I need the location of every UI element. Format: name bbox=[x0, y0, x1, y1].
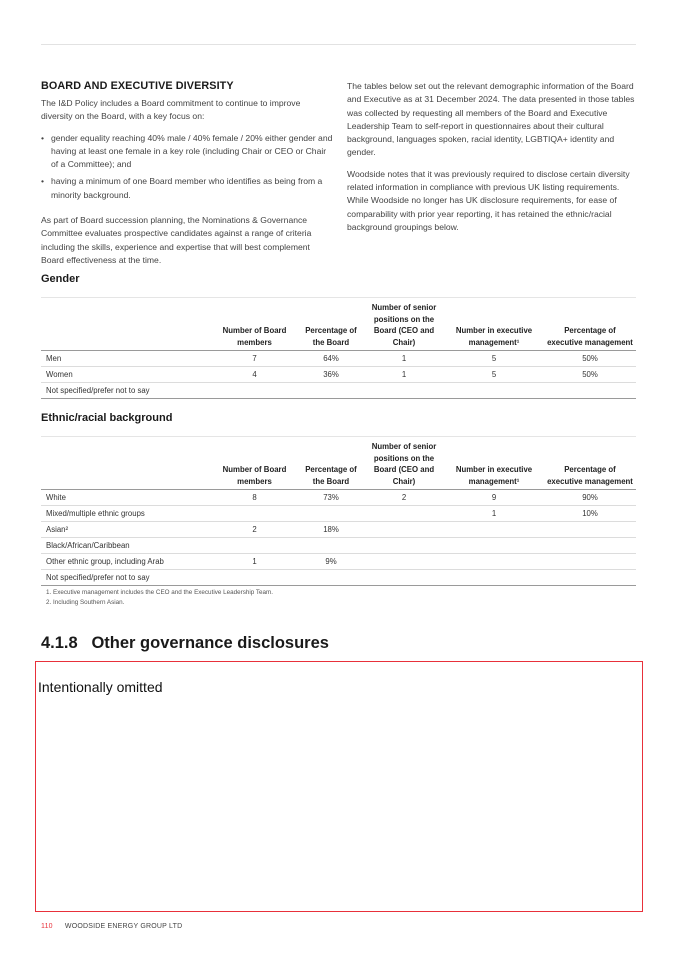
page-number: 110 bbox=[41, 923, 53, 930]
header-executive-management: Number in executive management¹ bbox=[444, 437, 544, 490]
cell-percent-board: 64% bbox=[298, 351, 364, 367]
cell-board-members: 8 bbox=[211, 490, 298, 506]
cell-percent-board bbox=[298, 383, 364, 399]
cell-board-members bbox=[211, 383, 298, 399]
cell-senior-positions bbox=[364, 554, 444, 570]
governance-disclosures-heading: 4.1.8 Other governance disclosures bbox=[41, 634, 329, 652]
cell-percent-executive: 10% bbox=[544, 506, 636, 522]
table-row bbox=[41, 506, 636, 522]
cell-board-members: 7 bbox=[211, 351, 298, 367]
bullet-item: • having a minimum of one Board member who identifies as being from a minority background. bbox=[41, 175, 333, 202]
closing-paragraph: As part of Board succession planning, the Nominations & Governance Committee evaluates prospective candidates against a range of criteria including the skills, experience and expertise that will best complement Board effectiveness at the time. bbox=[41, 215, 312, 265]
cell-percent-board bbox=[298, 570, 364, 586]
cell-executive-management: 5 bbox=[444, 367, 544, 383]
left-text-column bbox=[41, 79, 333, 275]
cell-board-members bbox=[211, 538, 298, 554]
cell-executive-management bbox=[444, 570, 544, 586]
row-label: White bbox=[41, 490, 211, 506]
cell-senior-positions: 1 bbox=[364, 367, 444, 383]
cell-senior-positions bbox=[364, 506, 444, 522]
table-footnotes bbox=[46, 588, 273, 607]
table-row bbox=[41, 351, 636, 367]
cell-board-members bbox=[211, 506, 298, 522]
header-percent-board: Percentage of the Board bbox=[298, 298, 364, 351]
cell-senior-positions: 1 bbox=[364, 351, 444, 367]
bullet-item: • gender equality reaching 40% male / 40% female / 20% either gender and having at least one female in a key role (including Chair or CEO or Chair of a Committee); and bbox=[41, 132, 333, 172]
cell-board-members: 2 bbox=[211, 522, 298, 538]
row-label: Other ethnic group, including Arab bbox=[41, 554, 211, 570]
cell-senior-positions bbox=[364, 522, 444, 538]
cell-executive-management bbox=[444, 538, 544, 554]
header-senior-positions: Number of senior positions on the Board (CEO and Chair) bbox=[364, 298, 444, 351]
table-row bbox=[41, 367, 636, 383]
company-name: WOODSIDE ENERGY GROUP LTD bbox=[64, 923, 183, 930]
cell-percent-executive: 90% bbox=[544, 490, 636, 506]
cell-board-members bbox=[211, 570, 298, 586]
cell-percent-board: 18% bbox=[298, 522, 364, 538]
row-label: Asian² bbox=[41, 522, 211, 538]
table-row bbox=[41, 554, 636, 570]
cell-percent-board: 73% bbox=[298, 490, 364, 506]
cell-executive-management: 5 bbox=[444, 351, 544, 367]
header-percent-executive: Percentage of executive management bbox=[544, 437, 636, 490]
cell-board-members: 4 bbox=[211, 367, 298, 383]
cell-percent-board bbox=[298, 538, 364, 554]
cell-percent-executive: 50% bbox=[544, 351, 636, 367]
table-header-row bbox=[41, 437, 636, 490]
focus-bullet-list bbox=[41, 132, 333, 202]
footnote: 1. Executive management includes the CEO and the Executive Leadership Team. bbox=[46, 589, 274, 596]
gender-table-title: Gender bbox=[41, 273, 80, 285]
row-label: Men bbox=[41, 351, 211, 367]
intro-paragraph: The I&D Policy includes a Board commitment to continue to improve diversity on the Board, with a key focus on: bbox=[41, 98, 301, 122]
data-collection-paragraph: The tables below set out the relevant demographic information of the Board and Executive as at 31 December 2024. The data presented in those tables was collected by requesting all members of the Board and Executive Leadership Team to self-report in questionnaires about their cultural background, languages spoken, racial identity, LGBTIQA+ identity and gender. bbox=[347, 81, 635, 158]
footnote: 2. Including Southern Asian. bbox=[46, 598, 125, 606]
cell-senior-positions bbox=[364, 570, 444, 586]
table-row bbox=[41, 383, 636, 399]
ethnic-table-title: Ethnic/racial background bbox=[41, 412, 173, 424]
header-executive-management: Number in executive management¹ bbox=[444, 298, 544, 351]
header-blank bbox=[41, 298, 211, 351]
cell-percent-executive bbox=[544, 554, 636, 570]
header-senior-positions: Number of senior positions on the Board (CEO and Chair) bbox=[364, 437, 444, 490]
page-footer bbox=[41, 923, 182, 930]
cell-percent-executive bbox=[544, 522, 636, 538]
ethnic-table bbox=[41, 436, 636, 586]
uk-disclosure-paragraph: Woodside notes that it was previously required to disclose certain diversity related information in compliance with previous UK listing requirements. While Woodside no longer has UK disclosure requirements, for ease of comparability with prior year reporting, it has retained the ethnic/racial background groupings below. bbox=[347, 168, 630, 232]
cell-senior-positions: 2 bbox=[364, 490, 444, 506]
table-row bbox=[41, 570, 636, 586]
cell-percent-executive bbox=[544, 383, 636, 399]
gender-table bbox=[41, 297, 636, 399]
row-label: Not specified/prefer not to say bbox=[41, 570, 211, 586]
cell-executive-management bbox=[444, 522, 544, 538]
cell-percent-board bbox=[298, 506, 364, 522]
header-board-members: Number of Board members bbox=[211, 298, 298, 351]
right-text-column bbox=[347, 80, 637, 242]
cell-percent-executive bbox=[544, 538, 636, 554]
row-label: Women bbox=[41, 367, 211, 383]
header-percent-board: Percentage of the Board bbox=[298, 437, 364, 490]
top-divider bbox=[41, 44, 636, 45]
cell-percent-executive bbox=[544, 570, 636, 586]
table-header-row bbox=[41, 298, 636, 351]
cell-percent-executive: 50% bbox=[544, 367, 636, 383]
header-board-members: Number of Board members bbox=[211, 437, 298, 490]
section-heading: BOARD AND EXECUTIVE DIVERSITY bbox=[41, 80, 234, 92]
cell-senior-positions bbox=[364, 383, 444, 399]
cell-percent-board: 36% bbox=[298, 367, 364, 383]
row-label: Not specified/prefer not to say bbox=[41, 383, 211, 399]
cell-executive-management bbox=[444, 383, 544, 399]
header-percent-executive: Percentage of executive management bbox=[544, 298, 636, 351]
table-row bbox=[41, 538, 636, 554]
row-label: Mixed/multiple ethnic groups bbox=[41, 506, 211, 522]
omitted-notice: Intentionally omitted bbox=[38, 679, 163, 695]
cell-executive-management: 1 bbox=[444, 506, 544, 522]
table-row bbox=[41, 490, 636, 506]
cell-percent-board: 9% bbox=[298, 554, 364, 570]
cell-executive-management: 9 bbox=[444, 490, 544, 506]
table-row bbox=[41, 522, 636, 538]
cell-board-members: 1 bbox=[211, 554, 298, 570]
header-blank bbox=[41, 437, 211, 490]
cell-senior-positions bbox=[364, 538, 444, 554]
cell-executive-management bbox=[444, 554, 544, 570]
row-label: Black/African/Caribbean bbox=[41, 538, 211, 554]
omitted-content-box bbox=[35, 661, 643, 912]
